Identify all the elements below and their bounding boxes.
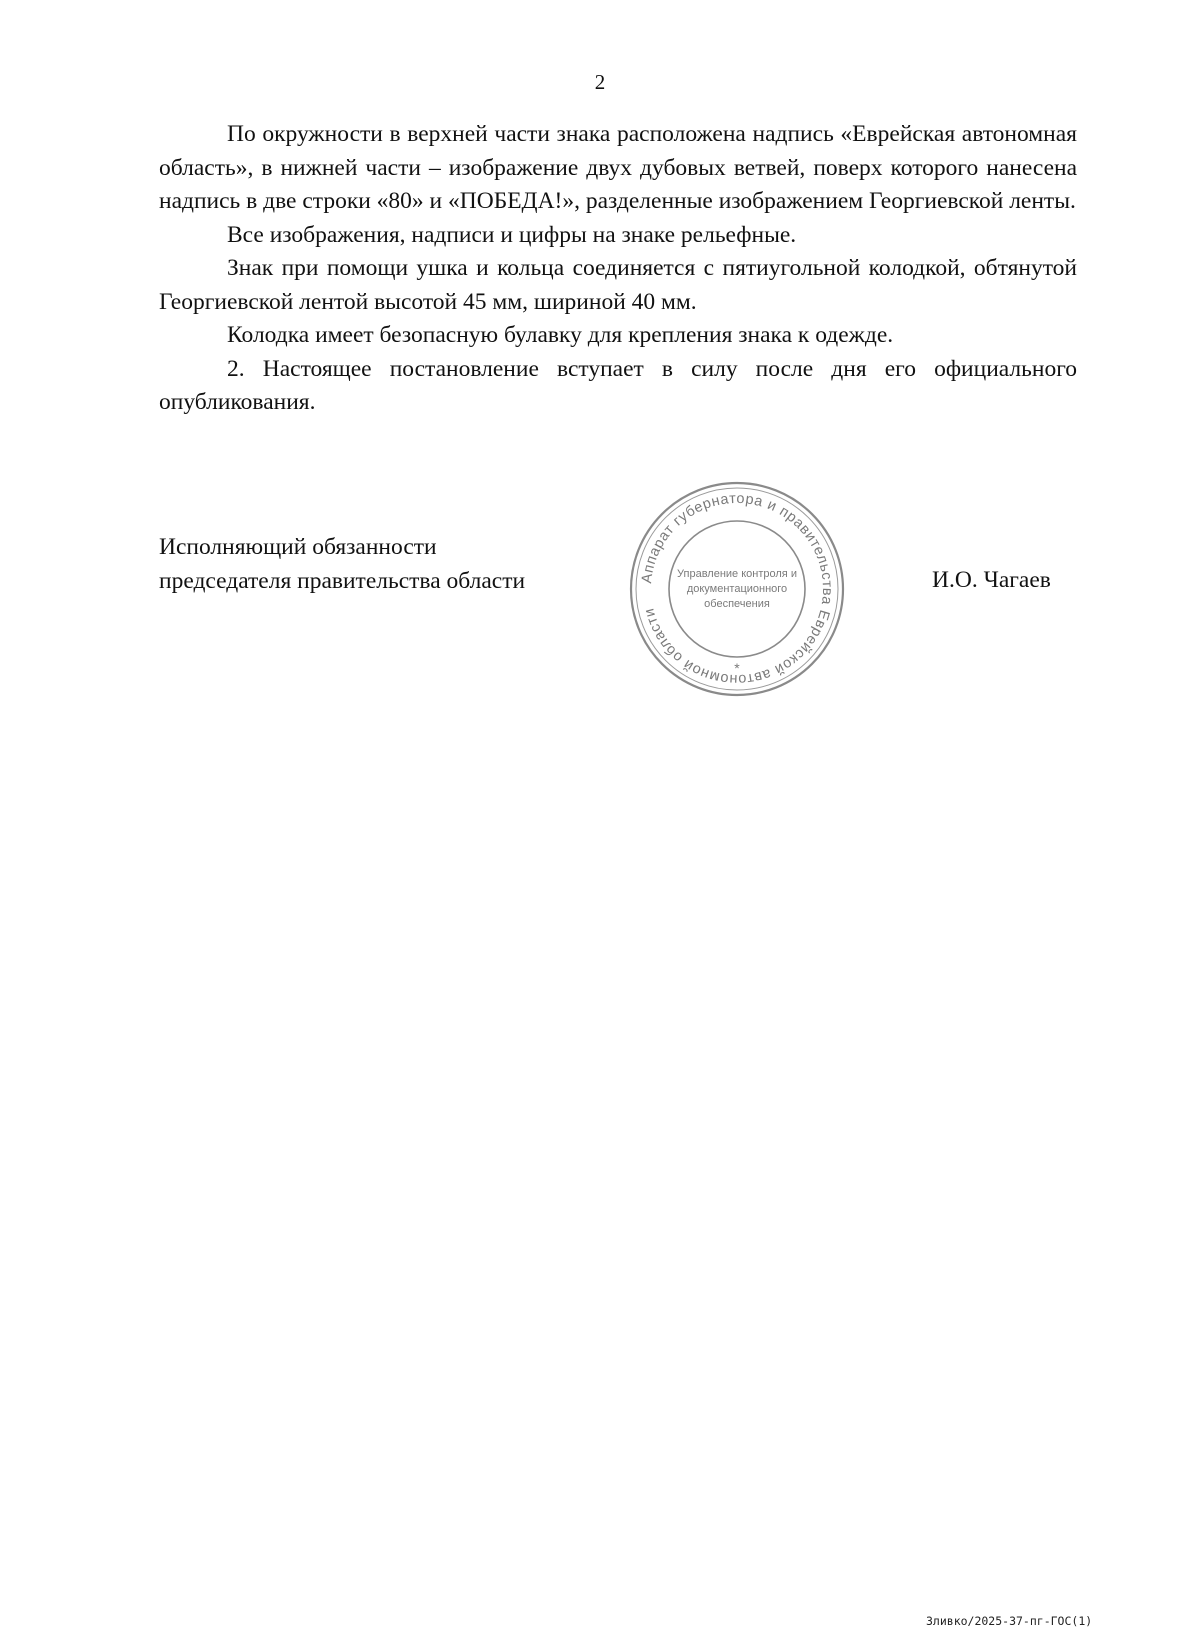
- document-body: [159, 118, 1077, 420]
- page-number: 2: [594, 70, 606, 94]
- paragraph-safety-pin: Колодка имеет безопасную булавку для крепления знака к одежде.: [227, 322, 894, 348]
- signatory-position: [159, 531, 525, 598]
- document-reference: Зливко/2025-37-пг-ГОС(1): [926, 1614, 1093, 1628]
- seal-center-line1: Управление контроля и: [677, 568, 797, 580]
- signatory-name: И.О. Чагаев: [932, 567, 1051, 593]
- seal-center-line2: документационного: [686, 583, 788, 595]
- seal-star-icon: *: [734, 660, 740, 676]
- signatory-position-line2: председателя правительства области: [159, 567, 526, 594]
- seal-ring-text: Аппарат губернатора и правительства Еврейской автономной области: [639, 490, 836, 688]
- official-seal: [627, 479, 847, 699]
- seal-center-line3: обеспечения: [704, 598, 770, 610]
- signatory-position-line1: Исполняющий обязанности: [159, 534, 437, 560]
- paragraph-relief: Все изображения, надписи и цифры на знаке рельефные.: [227, 221, 797, 248]
- paragraph-entry-into-force: 2. Настоящее постановление вступает в силу после дня его официального опубликования.: [159, 355, 1077, 415]
- paragraph-badge-inscription: По окружности в верхней части знака расположена надпись «Еврейская автономная область», в нижней части – изображение двух дубовых ветвей, поверх которого нанесена надпись в две строки «80» и «ПОБЕДА!», разделенные изображением Георгиевской ленты.: [159, 121, 1077, 214]
- paragraph-ribbon-block: Знак при помощи ушка и кольца соединяется с пятиугольной колодкой, обтянутой Георгиевской лентой высотой 45 мм, шириной 40 мм.: [159, 255, 1077, 315]
- seal-graphic: [627, 479, 847, 699]
